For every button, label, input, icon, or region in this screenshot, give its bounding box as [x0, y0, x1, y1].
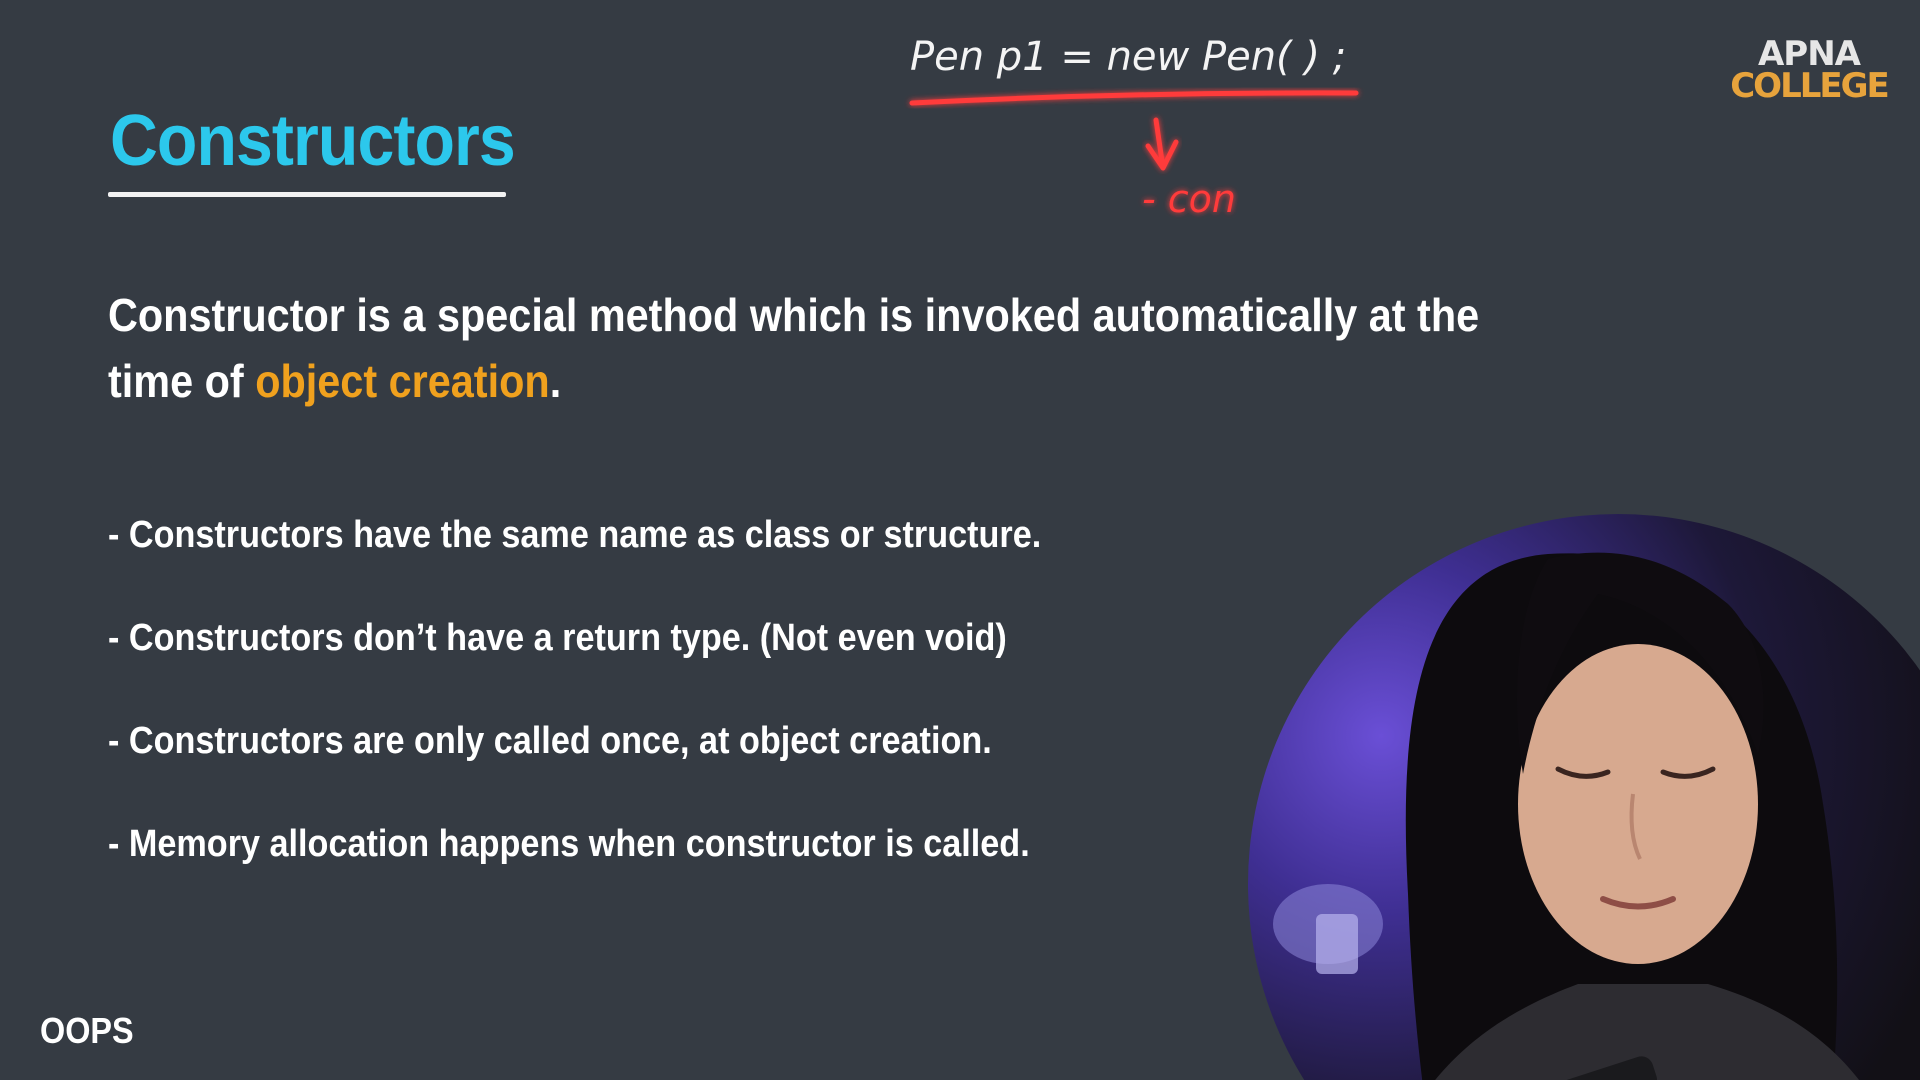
red-underline [912, 93, 1356, 103]
bullet-list [108, 508, 1145, 920]
logo-line-1: APNA [1757, 34, 1860, 74]
handwritten-note-text: - con [1142, 177, 1237, 221]
handwritten-annotation [880, 0, 1420, 240]
presenter-webcam [1248, 514, 1920, 1080]
slide-title: Constructors [110, 101, 515, 181]
red-arrow-icon [1148, 120, 1176, 168]
bullet-item: - Memory allocation happens when constructor is called. [108, 823, 1030, 865]
definition-highlight: object creation [255, 355, 550, 407]
definition-text [108, 282, 1512, 414]
bullet-item: - Constructors have the same name as class or structure. [108, 514, 1042, 556]
handwritten-code-text: Pen p1 = new Pen( ) ; [910, 34, 1347, 80]
bullet-item: - Constructors don’t have a return type. (Not even void) [108, 617, 1007, 659]
definition-suffix: . [549, 355, 562, 407]
bullet-item: - Constructors are only called once, at object creation. [108, 720, 992, 762]
footer-label: OOPS [40, 1010, 134, 1051]
apna-college-logo [1724, 34, 1894, 107]
presenter-image [1248, 514, 1920, 1080]
definition-prefix: Constructor is a special method which is invoked automatically at the time of [108, 289, 1480, 407]
logo-line-2: COLLEGE [1730, 66, 1888, 107]
title-underline [108, 192, 506, 197]
